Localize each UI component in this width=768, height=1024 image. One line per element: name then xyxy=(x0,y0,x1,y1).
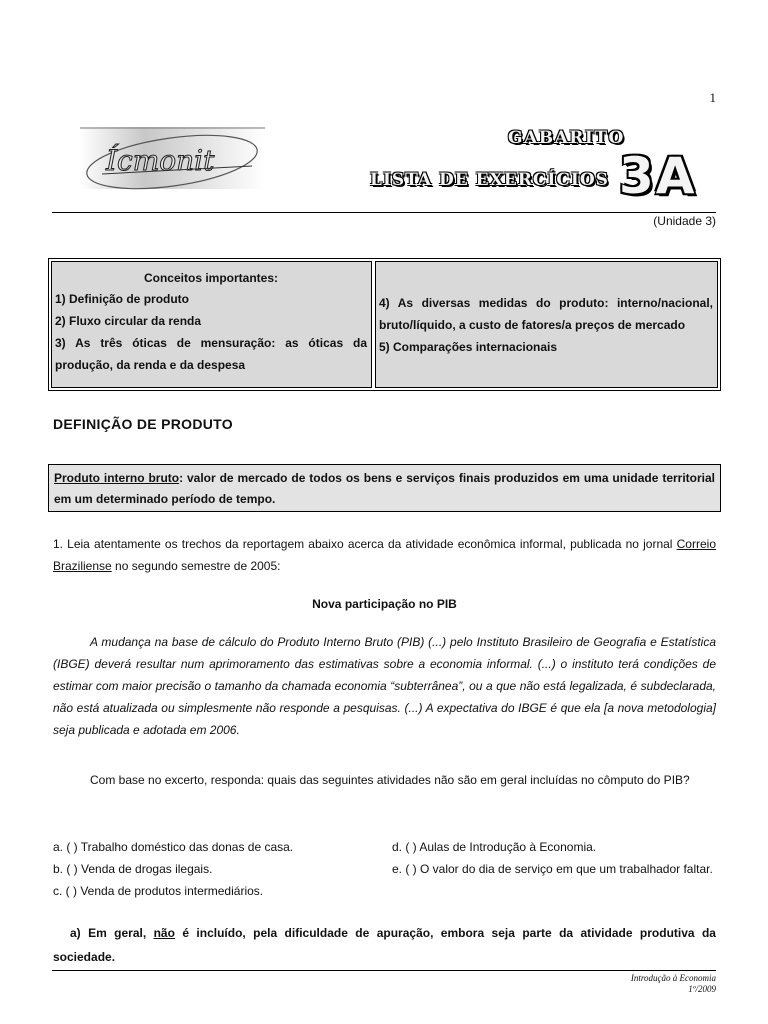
newspaper-name: Correio Braziliense xyxy=(53,537,716,573)
question-intro-text-end: no segundo semestre de 2005: xyxy=(111,559,281,573)
footer-course: Introdução à Economia xyxy=(630,973,716,983)
page-number: 1 xyxy=(709,90,716,105)
section-title: DEFINIÇÃO DE PRODUTO xyxy=(53,416,233,432)
question-prompt: Com base no excerto, responda: quais das seguintes atividades não são em geral incluídas no cômputo do PIB? xyxy=(90,773,690,787)
concepts-box xyxy=(48,258,721,391)
concepts-left-cell xyxy=(51,261,372,388)
answer-a-negation: não xyxy=(153,926,175,940)
definition-term: Produto interno bruto xyxy=(54,471,180,485)
concept-item: 2) Fluxo circular da renda xyxy=(55,314,202,328)
answer-a-text-end: é incluído, pela dificuldade de apuração, embora seja parte da atividade produtiva da sociedade. xyxy=(53,926,716,964)
concept-item: 1) Definição de produto xyxy=(55,292,190,306)
definition-box xyxy=(48,464,721,512)
concepts-right-cell xyxy=(375,261,718,388)
header-rule xyxy=(52,212,716,213)
option-b: b. ( ) Venda de drogas ilegais. xyxy=(53,862,213,876)
concept-item: 4) As diversas medidas do produto: interno/nacional, bruto/líquido, a custo de fatores/a preços de mercado xyxy=(379,295,713,332)
option-e: e. ( ) O valor do dia de serviço em que um trabalhador faltar. xyxy=(392,862,713,876)
question-intro-text: 1. Leia atentamente os trechos da reportagem abaixo acerca da atividade econômica informal, publicada no jornal xyxy=(53,537,677,551)
article-excerpt: A mudança na base de cálculo do Produto Interno Bruto (PIB) (...) pelo Instituto Brasileiro de Geografia e Estatística (IBGE) deverá resultar num aprimoramento das estimativas sobre a economia informal. (...) o instituto terá condições de estimar com maior precisão o tamanho da chamada economia “subterrânea”, ou a que não está legalizada, é subdeclarada, não está atualizada ou simplesmente não responde a pesquisas. (...) A expectativa do IBGE é que ela [a nova metodologia] seja publicada e adotada em 2006. xyxy=(53,635,716,737)
logo-graphic xyxy=(80,122,265,194)
option-c: c. ( ) Venda de produtos intermediários. xyxy=(53,884,264,898)
footer-term: 1º/2009 xyxy=(688,984,716,994)
logo xyxy=(80,122,265,194)
answer-a xyxy=(53,921,716,969)
answer-key-label: GABARITO xyxy=(508,128,625,148)
footer-rule xyxy=(52,970,716,971)
list-number: 3A xyxy=(619,147,697,205)
option-a: a. ( ) Trabalho doméstico das donas de casa. xyxy=(53,840,294,854)
question-intro xyxy=(53,533,716,577)
article-title: Nova participação no PIB xyxy=(312,597,457,611)
definition-text: : valor de mercado de todos os bens e serviços finais produzidos em uma unidade territorial em um determinado período de tempo. xyxy=(54,471,715,506)
option-d: d. ( ) Aulas de Introdução à Economia. xyxy=(392,840,597,854)
concepts-heading: Conceitos importantes: xyxy=(143,271,278,285)
exercise-list-title: LISTA DE EXERCÍCIOS xyxy=(370,170,609,190)
concept-item: 5) Comparações internacionais xyxy=(379,339,558,354)
answer-a-text: a) Em geral, xyxy=(70,926,154,940)
unit-label: (Unidade 3) xyxy=(653,214,716,228)
logo-text: Ícmonit xyxy=(106,144,215,177)
concept-item: 3) As três óticas de mensuração: as óticas da produção, da renda e da despesa xyxy=(55,336,367,372)
